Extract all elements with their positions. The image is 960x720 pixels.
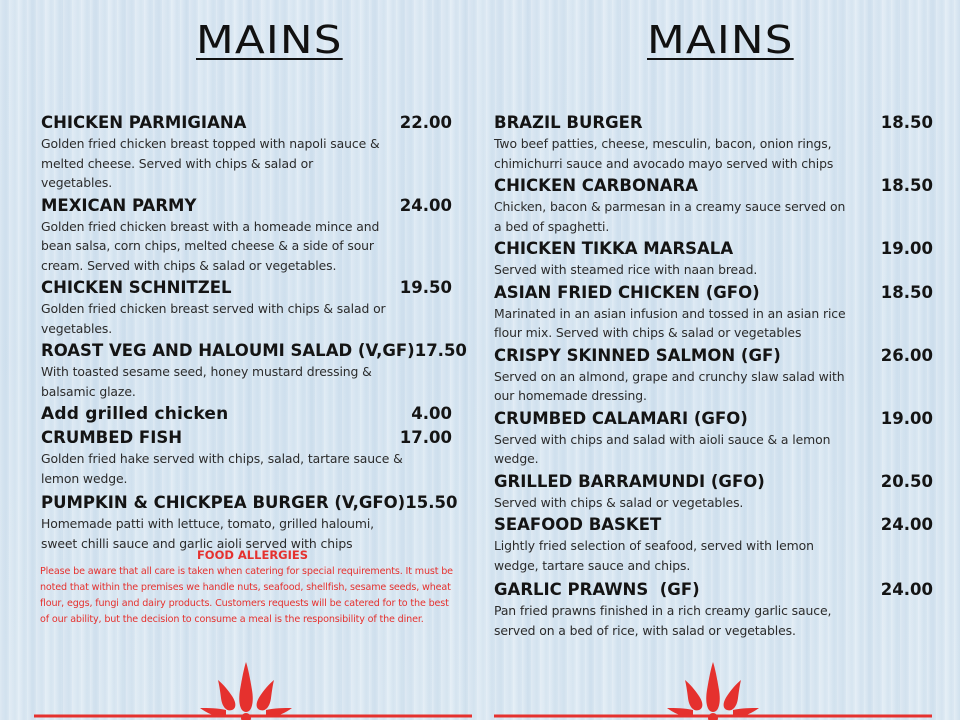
item-name: Add grilled chicken — [41, 404, 229, 424]
right-menu-column — [494, 112, 933, 642]
item-price: 15.50 — [405, 493, 458, 512]
item-name: ASIAN FRIED CHICKEN (GFO) — [494, 282, 760, 302]
item-description: Golden fried chicken breast with a homeade mince and bean salsa, corn chips, melted cheese & a side of sour cream. Served with chips & salad or vegetables. — [41, 218, 380, 273]
item-name: PUMPKIN & CHICKPEA BURGER (V,GFO) — [41, 493, 406, 512]
item-description: Pan fried prawns finished in a rich creamy garlic sauce, served on a bed of rice, with salad or vegetables. — [494, 603, 832, 638]
item-price: 22.00 — [399, 113, 452, 132]
menu-item — [41, 492, 458, 553]
item-description: Served with chips & salad or vegetables. — [494, 494, 744, 510]
item-description: Two beef patties, cheese, mesculin, bacon, onion rings, chimichurri sauce and avocado mayo served with chips — [494, 136, 834, 171]
menu-item — [494, 238, 933, 280]
menu-item — [494, 471, 933, 513]
item-description: Golden fried chicken breast topped with napoli sauce & melted cheese. Served with chips & salad or vegetables. — [41, 136, 380, 190]
menu-item — [494, 112, 933, 173]
item-price: 24.00 — [880, 515, 933, 534]
menu-item — [41, 403, 452, 425]
menu-item — [494, 345, 933, 406]
item-name: BRAZIL BURGER — [494, 113, 643, 132]
item-description: Served with steamed rice with naan bread. — [494, 262, 758, 277]
menu-item — [494, 175, 933, 236]
menu-item — [41, 340, 467, 401]
item-description: Golden fried hake served with chips, salad, tartare sauce & lemon wedge. — [41, 451, 403, 486]
item-description: Lightly fried selection of seafood, served with lemon wedge, tartare sauce and chips. — [494, 538, 814, 573]
item-price: 18.50 — [880, 282, 933, 302]
right-burst-divider-ornament — [480, 640, 960, 720]
item-name: MEXICAN PARMY — [41, 195, 197, 215]
item-name: CRUMBED CALAMARI (GFO) — [494, 408, 748, 428]
item-name: CRUMBED FISH — [41, 428, 183, 447]
burst-icon — [200, 662, 292, 720]
item-name: ROAST VEG AND HALOUMI SALAD (V,GF) — [41, 341, 415, 360]
item-description: Homemade patti with lettuce, tomato, grilled haloumi, sweet chilli sauce and garlic aioli served with chips — [41, 516, 375, 551]
item-description: Chicken, bacon & parmesan in a creamy sauce served on a bed of spaghetti. — [494, 199, 846, 234]
item-price: 24.00 — [399, 195, 452, 215]
item-price: 24.00 — [880, 580, 933, 599]
item-name: CHICKEN CARBONARA — [494, 176, 699, 195]
item-name: CHICKEN TIKKA MARSALA — [494, 239, 734, 258]
item-price: 19.00 — [880, 239, 933, 258]
item-price: 18.50 — [880, 176, 933, 195]
item-price: 19.50 — [399, 278, 452, 297]
item-name: GARLIC PRAWNS (GF) — [494, 580, 700, 599]
left-menu-column — [41, 112, 467, 555]
menu-item — [41, 195, 452, 276]
item-name: CRISPY SKINNED SALMON (GF) — [494, 345, 781, 365]
item-name: CHICKEN SCHNITZEL — [41, 278, 232, 297]
allergies-text: Please be aware that all care is taken when catering for special requirements. It must be noted that within the premises we handle nuts, seafood, shellfish, sesame seeds, wheat flour, eggs, fungi and dairy products. Customers requests will be catered for to the best of our ability, but the decision to consume a meal is the responsibility of the diner. — [40, 566, 453, 625]
item-price: 20.50 — [880, 471, 933, 491]
item-price: 18.50 — [880, 113, 933, 132]
item-name: SEAFOOD BASKET — [494, 515, 662, 534]
item-description: Served with chips and salad with aioli sauce & a lemon wedge. — [494, 431, 831, 466]
allergies-title: FOOD ALLERGIES — [196, 548, 309, 562]
item-description: With toasted sesame seed, honey mustard dressing & balsamic glaze. — [41, 364, 372, 399]
food-allergies-notice — [40, 548, 460, 628]
menu-item — [41, 112, 452, 193]
menu-item — [494, 579, 933, 640]
item-price: 17.00 — [399, 428, 452, 447]
item-price: 17.50 — [414, 341, 467, 360]
left-menu-title: MAINS — [196, 18, 343, 62]
menu-item — [494, 408, 933, 469]
item-price: 19.00 — [880, 408, 933, 428]
menu-item — [494, 282, 933, 343]
item-name: CHICKEN PARMIGIANA — [41, 113, 247, 132]
item-description: Served on an almond, grape and crunchy slaw salad with our homemade dressing. — [494, 368, 845, 403]
menu-item — [41, 277, 452, 338]
menu-item — [494, 514, 933, 575]
burst-icon — [667, 662, 759, 720]
right-menu-title: MAINS — [647, 18, 794, 62]
left-burst-divider-ornament — [0, 640, 480, 720]
item-description: Marinated in an asian infusion and tossed in an asian rice flour mix. Served with chips & salad or vegetables — [494, 305, 846, 340]
item-price: 26.00 — [880, 345, 933, 365]
item-name: GRILLED BARRAMUNDI (GFO) — [494, 471, 765, 491]
item-price: 4.00 — [411, 404, 452, 423]
item-description: Golden fried chicken breast served with chips & salad or vegetables. — [41, 301, 386, 336]
menu-item — [41, 427, 452, 488]
